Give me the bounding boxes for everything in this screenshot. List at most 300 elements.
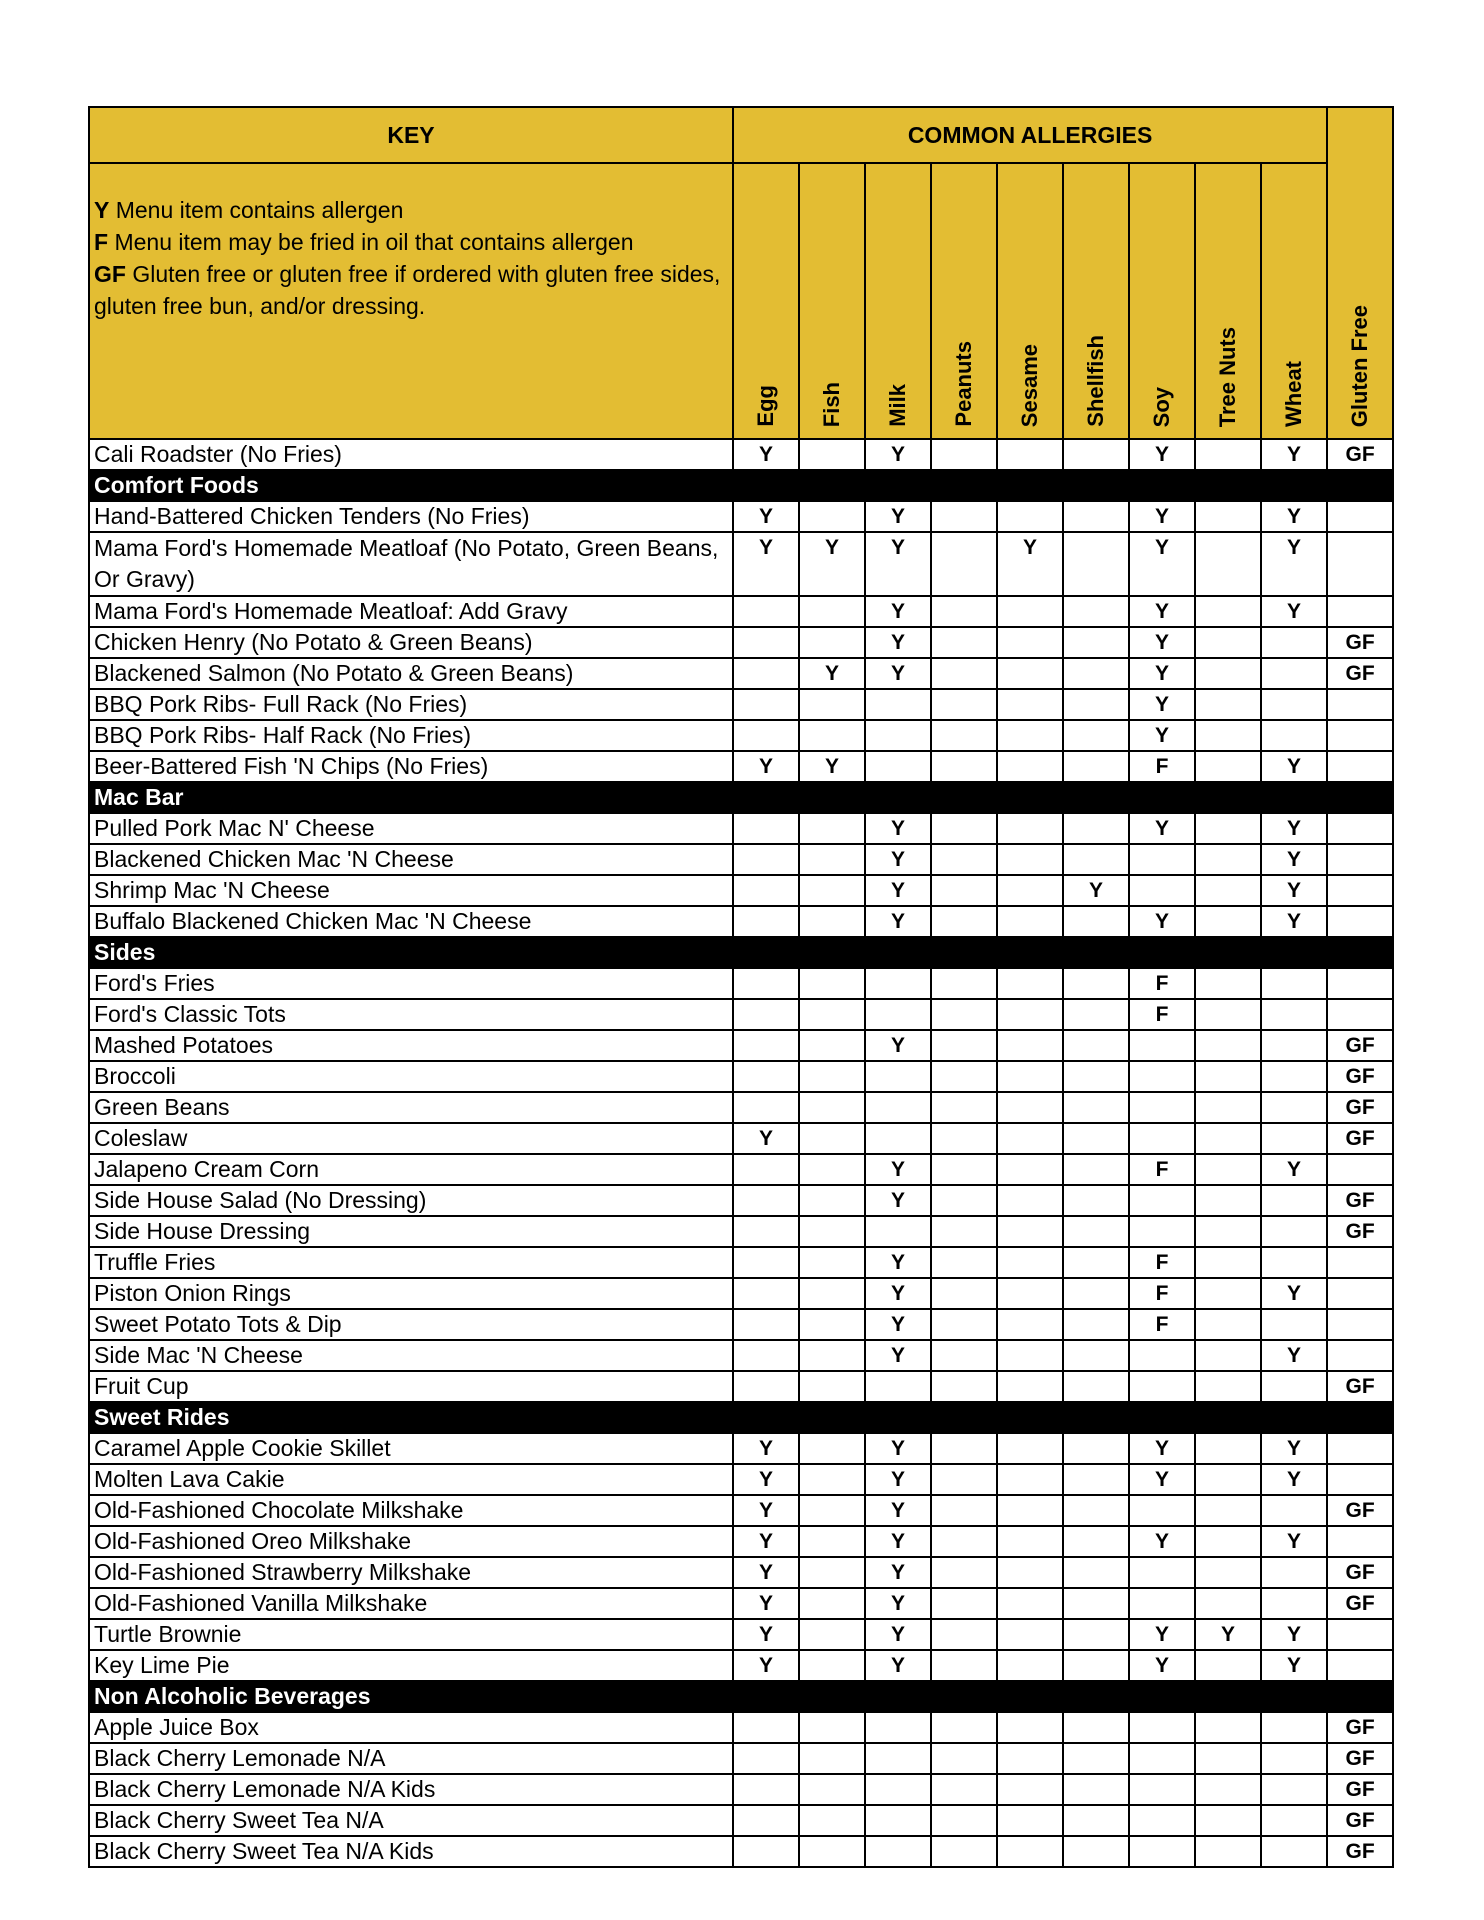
allergen-cell: [799, 1650, 865, 1681]
allergen-cell: [799, 1619, 865, 1650]
allergen-cell: [997, 1774, 1063, 1805]
allergen-cell: Y: [733, 1526, 799, 1557]
allergen-cell: [799, 1836, 865, 1867]
allergen-cell: Y: [865, 1588, 931, 1619]
table-row: [89, 1433, 1393, 1464]
allergen-cell: [1327, 1433, 1393, 1464]
allergen-cell: Y: [865, 1464, 931, 1495]
allergen-cell: [1195, 1154, 1261, 1185]
allergen-cell: [1195, 1774, 1261, 1805]
allergen-cell: [1195, 627, 1261, 658]
allergen-cell: Y: [865, 1619, 931, 1650]
allergen-cell: [1195, 1495, 1261, 1526]
allergen-cell: Y: [1261, 1526, 1327, 1557]
menu-item-name: Pulled Pork Mac N' Cheese: [89, 813, 733, 844]
allergen-cell: [931, 1216, 997, 1247]
allergen-cell: [1195, 1216, 1261, 1247]
allergen-cell: [1195, 1526, 1261, 1557]
table-body: [89, 439, 1393, 1867]
allergen-cell: [1327, 875, 1393, 906]
allergen-cell: [799, 1061, 865, 1092]
allergen-cell: [799, 1712, 865, 1743]
allergen-cell: Y: [865, 1650, 931, 1681]
allergen-cell: Y: [1129, 596, 1195, 627]
menu-item-name: Side Mac 'N Cheese: [89, 1340, 733, 1371]
allergen-cell: [997, 751, 1063, 782]
allergen-cell: [1129, 1030, 1195, 1061]
allergen-cell: [1063, 906, 1129, 937]
column-header-milk: [865, 163, 931, 439]
allergen-cell: [997, 689, 1063, 720]
allergen-cell: [931, 658, 997, 689]
allergen-cell: [931, 439, 997, 470]
allergen-cell: [931, 1526, 997, 1557]
allergen-cell: [733, 1185, 799, 1216]
allergen-cell: [733, 1743, 799, 1774]
table-row: [89, 1774, 1393, 1805]
allergen-cell: [1261, 1774, 1327, 1805]
allergen-cell: Y: [1261, 439, 1327, 470]
allergen-cell: [1327, 1247, 1393, 1278]
allergen-cell: Y: [733, 532, 799, 596]
table-row: [89, 1123, 1393, 1154]
table-row: [89, 1495, 1393, 1526]
allergen-cell: [1195, 532, 1261, 596]
allergen-cell: [1129, 1123, 1195, 1154]
allergen-cell: [931, 1247, 997, 1278]
allergen-cell: Y: [865, 439, 931, 470]
allergen-cell: [1261, 1123, 1327, 1154]
allergen-cell: [1063, 627, 1129, 658]
allergen-cell: [1129, 875, 1195, 906]
allergen-cell: [1063, 720, 1129, 751]
table-row: [89, 720, 1393, 751]
allergen-cell: [865, 999, 931, 1030]
allergen-cell: Y: [1261, 501, 1327, 532]
allergen-cell: [799, 720, 865, 751]
allergen-cell: GF: [1327, 1092, 1393, 1123]
allergen-cell: [1261, 1557, 1327, 1588]
menu-item-name: Key Lime Pie: [89, 1650, 733, 1681]
column-header-peanuts: [931, 163, 997, 439]
allergen-cell: [865, 1061, 931, 1092]
allergen-cell: [1195, 844, 1261, 875]
allergen-cell: [1063, 1588, 1129, 1619]
allergen-cell: Y: [1129, 1464, 1195, 1495]
allergen-cell: [1195, 1371, 1261, 1402]
table-row: [89, 751, 1393, 782]
allergen-cell: [799, 1154, 865, 1185]
allergen-cell: [997, 1526, 1063, 1557]
table-row: [89, 1061, 1393, 1092]
menu-item-name: Apple Juice Box: [89, 1712, 733, 1743]
allergen-cell: [1327, 1309, 1393, 1340]
category-label: Comfort Foods: [89, 470, 1393, 501]
common-allergies-title: COMMON ALLERGIES: [733, 107, 1327, 163]
allergen-cell: [1195, 439, 1261, 470]
allergen-cell: Y: [733, 1557, 799, 1588]
allergen-cell: [733, 999, 799, 1030]
allergen-cell: GF: [1327, 1836, 1393, 1867]
allergen-cell: Y: [865, 1154, 931, 1185]
allergen-cell: [1195, 751, 1261, 782]
category-label: Sweet Rides: [89, 1402, 1393, 1433]
table-row: [89, 439, 1393, 470]
column-header-shellfish: [1063, 163, 1129, 439]
menu-item-name: Ford's Fries: [89, 968, 733, 999]
allergen-cell: [1327, 1154, 1393, 1185]
table-row: [89, 1154, 1393, 1185]
allergen-cell: [1195, 1588, 1261, 1619]
allergen-cell: GF: [1327, 1805, 1393, 1836]
category-label: Mac Bar: [89, 782, 1393, 813]
allergen-cell: [799, 1774, 865, 1805]
allergen-cell: [931, 1805, 997, 1836]
table-row: [89, 875, 1393, 906]
column-header-wheat: [1261, 163, 1327, 439]
allergen-cell: [931, 1588, 997, 1619]
allergen-cell: [1063, 1650, 1129, 1681]
allergen-cell: [931, 1309, 997, 1340]
allergen-cell: Y: [1261, 532, 1327, 596]
allergen-cell: [931, 875, 997, 906]
allergen-cell: [1195, 813, 1261, 844]
allergen-cell: [799, 689, 865, 720]
menu-item-name: Side House Dressing: [89, 1216, 733, 1247]
allergen-cell: [931, 844, 997, 875]
allergen-cell: [1195, 1464, 1261, 1495]
table-row: [89, 1092, 1393, 1123]
allergen-cell: Y: [1261, 1433, 1327, 1464]
menu-item-name: Broccoli: [89, 1061, 733, 1092]
allergen-cell: GF: [1327, 1216, 1393, 1247]
allergen-cell: GF: [1327, 1557, 1393, 1588]
allergen-cell: [1261, 658, 1327, 689]
allergen-cell: F: [1129, 1309, 1195, 1340]
allergen-cell: Y: [1129, 906, 1195, 937]
allergen-cell: [1261, 999, 1327, 1030]
menu-item-name: Old-Fashioned Chocolate Milkshake: [89, 1495, 733, 1526]
menu-item-name: Green Beans: [89, 1092, 733, 1123]
allergen-cell: [1063, 1805, 1129, 1836]
allergen-cell: [931, 1712, 997, 1743]
table-row: [89, 1805, 1393, 1836]
allergen-cell: [799, 1216, 865, 1247]
allergen-cell: [997, 1123, 1063, 1154]
allergen-cell: [733, 1061, 799, 1092]
allergen-cell: [1195, 1092, 1261, 1123]
allergen-cell: [1129, 1836, 1195, 1867]
allergen-cell: [799, 999, 865, 1030]
allergen-cell: Y: [1129, 658, 1195, 689]
allergen-cell: [1327, 689, 1393, 720]
allergen-cell: Y: [1129, 532, 1195, 596]
allergen-cell: [865, 689, 931, 720]
menu-item-name: Black Cherry Lemonade N/A Kids: [89, 1774, 733, 1805]
menu-item-name: Old-Fashioned Vanilla Milkshake: [89, 1588, 733, 1619]
column-header-sesame: [997, 163, 1063, 439]
menu-item-name: Sweet Potato Tots & Dip: [89, 1309, 733, 1340]
allergen-cell: [799, 1433, 865, 1464]
category-row: [89, 470, 1393, 501]
allergen-cell: [733, 1712, 799, 1743]
allergen-cell: [931, 1650, 997, 1681]
allergen-cell: Y: [865, 658, 931, 689]
allergen-cell: [997, 1805, 1063, 1836]
allergen-cell: Y: [1063, 875, 1129, 906]
allergen-cell: [1327, 596, 1393, 627]
allergen-cell: [799, 439, 865, 470]
allergen-cell: Y: [865, 532, 931, 596]
allergen-cell: [931, 1185, 997, 1216]
table-row: [89, 1340, 1393, 1371]
allergen-cell: [799, 968, 865, 999]
allergen-cell: [1327, 532, 1393, 596]
allergen-cell: [931, 1154, 997, 1185]
column-header-tree-nuts: [1195, 163, 1261, 439]
allergen-cell: [1063, 596, 1129, 627]
allergen-cell: [997, 1030, 1063, 1061]
allergen-cell: [865, 968, 931, 999]
allergen-cell: [1195, 1247, 1261, 1278]
allergen-cell: [799, 1309, 865, 1340]
allergen-cell: Y: [865, 596, 931, 627]
allergen-cell: [1063, 1092, 1129, 1123]
column-header-label: Sesame: [1017, 343, 1042, 427]
allergen-cell: Y: [865, 1185, 931, 1216]
allergen-cell: [865, 1805, 931, 1836]
column-header-label: Gluten Free: [1347, 304, 1373, 427]
table-row: [89, 1371, 1393, 1402]
allergen-cell: Y: [1261, 844, 1327, 875]
allergen-cell: [1063, 813, 1129, 844]
allergen-cell: F: [1129, 999, 1195, 1030]
allergen-cell: Y: [1129, 501, 1195, 532]
allergen-cell: [1129, 1588, 1195, 1619]
allergen-cell: Y: [733, 1433, 799, 1464]
allergen-cell: [1129, 1743, 1195, 1774]
allergen-cell: [1261, 1185, 1327, 1216]
allergen-cell: [733, 875, 799, 906]
allergen-cell: Y: [865, 1030, 931, 1061]
allergen-cell: [1129, 1774, 1195, 1805]
allergen-cell: [799, 1464, 865, 1495]
allergen-cell: Y: [1129, 1526, 1195, 1557]
allergen-cell: [997, 1092, 1063, 1123]
allergen-cell: [1063, 439, 1129, 470]
allergen-cell: [997, 1588, 1063, 1619]
allergen-cell: [733, 1805, 799, 1836]
menu-item-name: Shrimp Mac 'N Cheese: [89, 875, 733, 906]
category-row: [89, 782, 1393, 813]
allergen-cell: [865, 1712, 931, 1743]
menu-item-name: Side House Salad (No Dressing): [89, 1185, 733, 1216]
allergen-cell: [997, 1743, 1063, 1774]
allergen-cell: F: [1129, 1247, 1195, 1278]
allergen-cell: [1063, 1619, 1129, 1650]
allergen-cell: [1327, 1278, 1393, 1309]
allergen-cell: [1195, 1340, 1261, 1371]
menu-item-name: Molten Lava Cakie: [89, 1464, 733, 1495]
column-header-label: Milk: [885, 384, 910, 427]
allergen-cell: [865, 1836, 931, 1867]
allergen-cell: Y: [865, 627, 931, 658]
allergen-cell: Y: [865, 1433, 931, 1464]
allergen-cell: GF: [1327, 1743, 1393, 1774]
allergen-cell: [1129, 1092, 1195, 1123]
allergen-cell: [1129, 1557, 1195, 1588]
allergen-cell: [931, 1433, 997, 1464]
allergen-cell: Y: [865, 844, 931, 875]
menu-item-name: Black Cherry Sweet Tea N/A: [89, 1805, 733, 1836]
key-legend: [89, 163, 733, 439]
allergen-cell: [1195, 1557, 1261, 1588]
allergen-cell: [1261, 1371, 1327, 1402]
allergen-cell: GF: [1327, 658, 1393, 689]
allergen-cell: [997, 1836, 1063, 1867]
allergen-cell: [1195, 596, 1261, 627]
allergen-cell: Y: [1129, 689, 1195, 720]
allergen-cell: [931, 1340, 997, 1371]
allergen-cell: Y: [733, 1650, 799, 1681]
allergen-cell: GF: [1327, 1123, 1393, 1154]
allergen-cell: Y: [865, 1309, 931, 1340]
table-row: [89, 1650, 1393, 1681]
table-row: [89, 689, 1393, 720]
allergen-cell: [799, 813, 865, 844]
allergen-cell: GF: [1327, 1185, 1393, 1216]
menu-item-name: Mashed Potatoes: [89, 1030, 733, 1061]
allergen-cell: [931, 1836, 997, 1867]
allergen-cell: GF: [1327, 1061, 1393, 1092]
menu-item-name: Coleslaw: [89, 1123, 733, 1154]
allergen-cell: Y: [1129, 720, 1195, 751]
allergen-cell: Y: [1261, 875, 1327, 906]
allergen-cell: [931, 1495, 997, 1526]
allergen-cell: [1063, 1278, 1129, 1309]
allergen-cell: [799, 1092, 865, 1123]
allergen-cell: [1129, 1495, 1195, 1526]
allergen-cell: [1063, 1495, 1129, 1526]
allergen-cell: [1261, 1588, 1327, 1619]
allergen-cell: [733, 658, 799, 689]
allergen-cell: [931, 1371, 997, 1402]
allergen-cell: Y: [733, 1495, 799, 1526]
allergen-cell: [997, 1278, 1063, 1309]
allergen-cell: Y: [1129, 627, 1195, 658]
table-row: [89, 1278, 1393, 1309]
menu-item-name: Fruit Cup: [89, 1371, 733, 1402]
allergen-cell: [799, 1123, 865, 1154]
allergen-cell: [1327, 906, 1393, 937]
allergen-cell: [733, 1247, 799, 1278]
allergen-cell: [1063, 1185, 1129, 1216]
table-row: [89, 501, 1393, 532]
allergen-cell: Y: [997, 532, 1063, 596]
category-label: Sides: [89, 937, 1393, 968]
allergen-cell: [1261, 720, 1327, 751]
column-header-label: Peanuts: [951, 341, 976, 427]
table-row: [89, 1185, 1393, 1216]
allergen-cell: [733, 1371, 799, 1402]
menu-item-name: Ford's Classic Tots: [89, 999, 733, 1030]
table-row: [89, 658, 1393, 689]
allergen-cell: [931, 751, 997, 782]
table-row: [89, 1619, 1393, 1650]
allergen-cell: [1129, 1216, 1195, 1247]
allergen-cell: [1129, 1805, 1195, 1836]
allergen-cell: [931, 1774, 997, 1805]
menu-item-name: Buffalo Blackened Chicken Mac 'N Cheese: [89, 906, 733, 937]
allergen-cell: [1063, 1464, 1129, 1495]
menu-item-name: Mama Ford's Homemade Meatloaf (No Potato, Green Beans, Or Gravy): [89, 532, 733, 596]
category-row: [89, 1402, 1393, 1433]
allergen-cell: [1063, 1030, 1129, 1061]
allergen-cell: [799, 1340, 865, 1371]
allergen-cell: [1195, 1061, 1261, 1092]
table-row: [89, 1743, 1393, 1774]
allergen-cell: [1129, 1061, 1195, 1092]
menu-item-name: Caramel Apple Cookie Skillet: [89, 1433, 733, 1464]
allergen-cell: [1195, 658, 1261, 689]
allergen-cell: [1261, 968, 1327, 999]
allergen-cell: [931, 968, 997, 999]
allergen-cell: [1327, 1526, 1393, 1557]
menu-item-name: BBQ Pork Ribs- Full Rack (No Fries): [89, 689, 733, 720]
column-header-label: Shellfish: [1083, 335, 1108, 427]
allergen-cell: [799, 875, 865, 906]
allergen-cell: [1063, 968, 1129, 999]
allergen-cell: [733, 1836, 799, 1867]
allergen-cell: Y: [733, 1123, 799, 1154]
allergen-cell: [1195, 1185, 1261, 1216]
allergen-cell: [1063, 1433, 1129, 1464]
column-header-label: Egg: [753, 385, 778, 427]
allergen-cell: [1129, 1340, 1195, 1371]
allergen-cell: Y: [733, 1619, 799, 1650]
allergen-cell: [1195, 1650, 1261, 1681]
category-label: Non Alcoholic Beverages: [89, 1681, 1393, 1712]
table-row: [89, 844, 1393, 875]
allergen-cell: Y: [1129, 439, 1195, 470]
allergen-cell: [1261, 1805, 1327, 1836]
allergen-cell: [865, 751, 931, 782]
allergen-cell: [997, 1712, 1063, 1743]
table-row: [89, 1526, 1393, 1557]
allergen-cell: Y: [1129, 813, 1195, 844]
allergen-cell: [733, 1774, 799, 1805]
allergen-cell: [1327, 1464, 1393, 1495]
allergen-cell: GF: [1327, 1588, 1393, 1619]
allergen-cell: [1063, 1154, 1129, 1185]
legend-line-y: Y Menu item contains allergen: [94, 197, 404, 223]
allergen-cell: [1063, 658, 1129, 689]
allergen-cell: Y: [1261, 751, 1327, 782]
table-row: [89, 1247, 1393, 1278]
allergen-cell: Y: [1261, 1340, 1327, 1371]
allergen-cell: Y: [865, 1247, 931, 1278]
allergen-cell: [997, 999, 1063, 1030]
allergen-cell: [931, 596, 997, 627]
allergen-cell: Y: [1261, 1278, 1327, 1309]
allergen-cell: Y: [733, 1588, 799, 1619]
allergen-cell: [931, 1123, 997, 1154]
menu-item-name: Beer-Battered Fish 'N Chips (No Fries): [89, 751, 733, 782]
allergen-cell: Y: [733, 751, 799, 782]
allergen-cell: [1195, 1123, 1261, 1154]
allergen-cell: [799, 1030, 865, 1061]
allergen-cell: [1063, 1712, 1129, 1743]
